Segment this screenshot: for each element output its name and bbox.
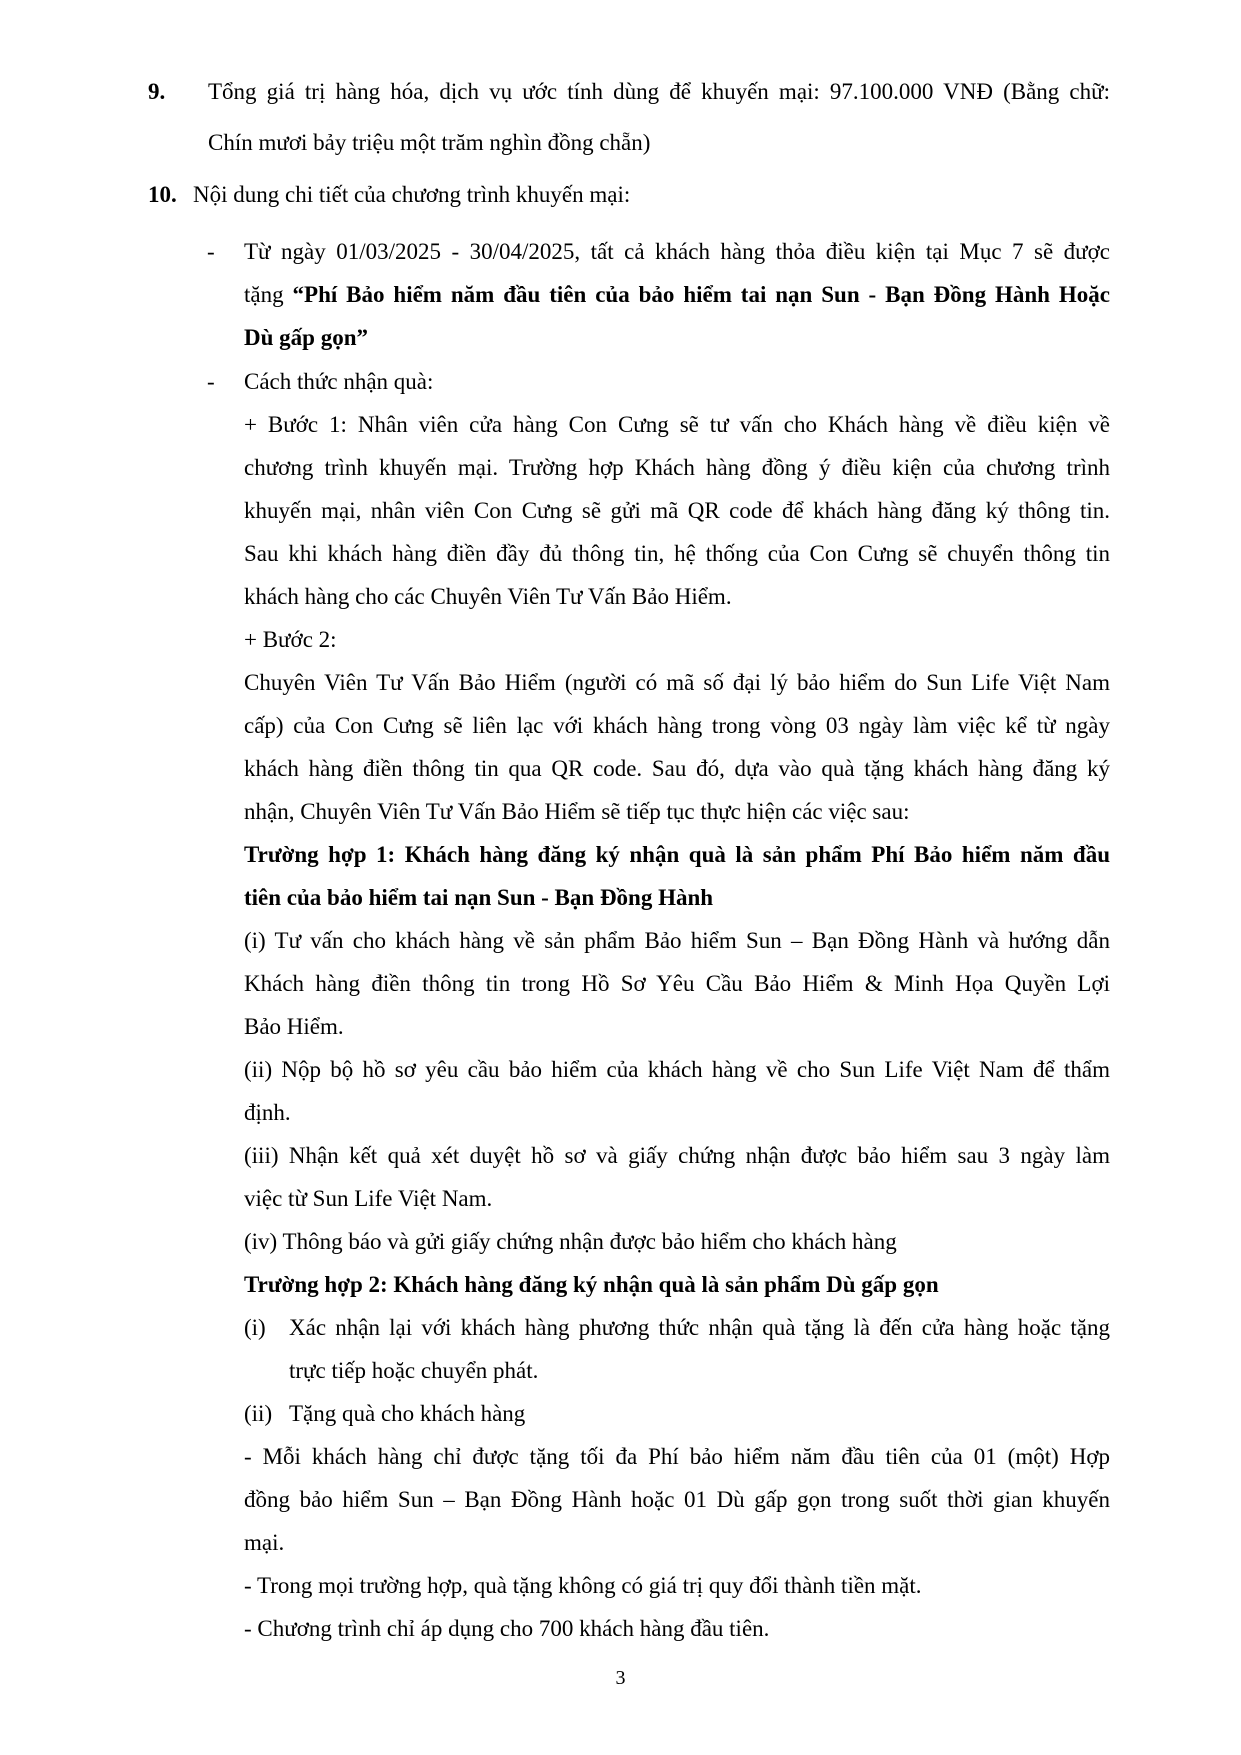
section-9-line-2: Chín mươi bảy triệu một trăm nghìn đồng chẵn) [208, 130, 651, 155]
case-1-line: (iv) Thông báo và gửi giấy chứng nhận được bảo hiểm cho khách hàng [244, 1229, 897, 1254]
step-2-line: khách hàng điền thông tin qua QR code. Sau đó, dựa vào quà tặng khách hàng đăng ký [244, 756, 1110, 781]
step-2-line: nhận, Chuyên Viên Tư Vấn Bảo Hiểm sẽ tiếp tục thực hiện các việc sau: [244, 799, 910, 824]
step-2-line: Chuyên Viên Tư Vấn Bảo Hiểm (người có mã số đại lý bảo hiểm do Sun Life Việt Nam [244, 670, 1110, 695]
case-2-item-1-line: Xác nhận lại với khách hàng phương thức nhận quà tặng là đến cửa hàng hoặc tặng [289, 1315, 1110, 1340]
note-line: - Chương trình chỉ áp dụng cho 700 khách hàng đầu tiên. [244, 1616, 770, 1641]
case-2-item-1-line: trực tiếp hoặc chuyển phát. [289, 1358, 539, 1383]
bullet-1-prefix: tặng [244, 282, 293, 307]
section-9-number: 9. [148, 79, 166, 104]
note-line: - Trong mọi trường hợp, quà tặng không có giá trị quy đổi thành tiền mặt. [244, 1573, 922, 1598]
bullet-dash-1: - [207, 239, 215, 264]
case-1-line: (ii) Nộp bộ hồ sơ yêu cầu bảo hiểm của khách hàng về cho Sun Life Việt Nam để thẩm [244, 1057, 1110, 1082]
bullet-2-text: Cách thức nhận quà: [244, 369, 434, 394]
case-1-line: việc từ Sun Life Việt Nam. [244, 1186, 493, 1211]
step-2-heading: + Bước 2: [244, 627, 337, 652]
bullet-1-line-3: Dù gấp gọn” [244, 325, 368, 350]
case-2-item-2-text: Tặng quà cho khách hàng [289, 1401, 526, 1426]
case-2-item-1-marker: (i) [244, 1315, 266, 1340]
case-1-line: (i) Tư vấn cho khách hàng về sản phẩm Bảo hiểm Sun – Bạn Đồng Hành và hướng dẫn [244, 928, 1110, 953]
bullet-dash-2: - [207, 369, 215, 394]
bullet-1-line-2 [244, 283, 1110, 306]
case-1-title: tiên của bảo hiểm tai nạn Sun - Bạn Đồng Hành [244, 885, 714, 910]
case-2-title: Trường hợp 2: Khách hàng đăng ký nhận quà là sản phẩm Dù gấp gọn [244, 1272, 939, 1297]
section-9-line-1: Tổng giá trị hàng hóa, dịch vụ ước tính dùng để khuyến mại: 97.100.000 VNĐ (Bằng chữ: [208, 79, 1110, 104]
note-line: đồng bảo hiểm Sun – Bạn Đồng Hành hoặc 01 Dù gấp gọn trong suốt thời gian khuyến [244, 1487, 1110, 1512]
case-1-line: định. [244, 1100, 291, 1125]
note-line: - Mỗi khách hàng chỉ được tặng tối đa Phí bảo hiểm năm đầu tiên của 01 (một) Hợp [244, 1444, 1110, 1469]
step-1-line: + Bước 1: Nhân viên cửa hàng Con Cưng sẽ tư vấn cho Khách hàng về điều kiện về [244, 412, 1110, 437]
step-1-line: khách hàng cho các Chuyên Viên Tư Vấn Bảo Hiểm. [244, 584, 732, 609]
step-1-line: Sau khi khách hàng điền đầy đủ thông tin, hệ thống của Con Cưng sẽ chuyển thông tin [244, 541, 1110, 566]
case-1-title: Trường hợp 1: Khách hàng đăng ký nhận quà là sản phẩm Phí Bảo hiểm năm đầu [244, 842, 1110, 867]
section-10-number: 10. [148, 182, 177, 207]
step-1-line: khuyến mại, nhân viên Con Cưng sẽ gửi mã QR code để khách hàng đăng ký thông tin. [244, 498, 1110, 523]
case-1-line: Khách hàng điền thông tin trong Hồ Sơ Yêu Cầu Bảo Hiểm & Minh Họa Quyền Lợi [244, 971, 1110, 996]
case-2-item-2-marker: (ii) [244, 1401, 273, 1426]
case-1-line: Bảo Hiểm. [244, 1014, 344, 1039]
step-2-line: cấp) của Con Cưng sẽ liên lạc với khách hàng trong vòng 03 ngày làm việc kể từ ngày [244, 713, 1110, 738]
gift-title-bold: “Phí Bảo hiểm năm đầu tiên của bảo hiểm tai nạn Sun - Bạn Đồng Hành Hoặc [292, 282, 1110, 307]
page-number: 3 [615, 1667, 626, 1689]
case-1-line: (iii) Nhận kết quả xét duyệt hồ sơ và giấy chứng nhận được bảo hiểm sau 3 ngày làm [244, 1143, 1110, 1168]
section-10-title: Nội dung chi tiết của chương trình khuyến mại: [193, 182, 631, 207]
bullet-1-line-1: Từ ngày 01/03/2025 - 30/04/2025, tất cả khách hàng thỏa điều kiện tại Mục 7 sẽ được [244, 239, 1110, 264]
note-line: mại. [244, 1530, 285, 1555]
step-1-line: chương trình khuyến mại. Trường hợp Khách hàng đồng ý điều kiện của chương trình [244, 455, 1110, 480]
